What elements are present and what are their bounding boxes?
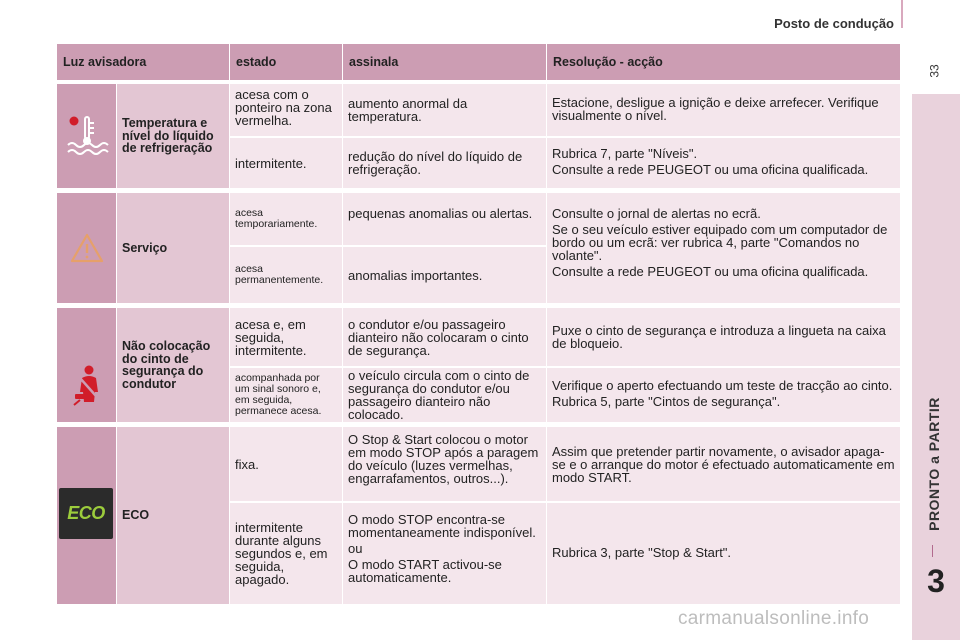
header-divider bbox=[901, 0, 903, 28]
column-header-estado: estado bbox=[230, 44, 342, 80]
resolucao-cell bbox=[547, 308, 900, 366]
resolucao-cell bbox=[547, 368, 900, 422]
assinala-text: O modo START activou-se automaticamente. bbox=[348, 557, 502, 585]
assinala-cell: anomalias importantes. bbox=[343, 247, 546, 303]
page-header-title: Posto de condução bbox=[774, 16, 894, 31]
chapter-divider bbox=[932, 545, 933, 557]
column-header-resolucao: Resolução - acção bbox=[547, 44, 900, 80]
estado-cell: acesa com o ponteiro na zona vermelha. bbox=[230, 84, 342, 136]
estado-cell: intermitente durante alguns segundos e, em seguida, apagado. bbox=[230, 503, 342, 604]
resolucao-text: Estacione, desligue a ignição e deixe arrefecer. Verifique visualmente o nível. bbox=[552, 94, 879, 123]
assinala-cell: redução do nível do líquido de refrigeração. bbox=[343, 138, 546, 188]
resolucao-text: Rubrica 3, parte "Stop & Start". bbox=[552, 544, 732, 560]
warning-light-label: Serviço bbox=[117, 193, 229, 303]
page-number: 33 bbox=[927, 64, 942, 78]
assinala-cell: o condutor e/ou passageiro dianteiro não colocaram o cinto de segurança. bbox=[343, 308, 546, 366]
resolucao-cell bbox=[547, 427, 900, 501]
estado-cell: acompanhada por um sinal sonoro e, em seguida, permanece acesa. bbox=[230, 368, 342, 422]
column-header-luz: Luz avisadora bbox=[57, 44, 229, 80]
assinala-cell: aumento anormal da temperatura. bbox=[343, 84, 546, 136]
estado-cell: acesa temporariamente. bbox=[230, 193, 342, 245]
resolucao-cell bbox=[547, 503, 900, 604]
assinala-cell: o veículo circula com o cinto de segurança do condutor e/ou passageiro dianteiro não colocado. bbox=[343, 368, 546, 422]
resolucao-text: Puxe o cinto de segurança e introduza a lingueta na caixa de bloqueio. bbox=[552, 323, 886, 351]
resolucao-text: Se o seu veículo estiver equipado com um computador de bordo ou um ecrã: ver rubrica 4, parte "Comandos no volante". bbox=[552, 222, 888, 263]
warning-light-label: Temperatura e nível do líquido de refrigeração bbox=[117, 84, 229, 188]
assinala-cell bbox=[343, 503, 546, 604]
table-row-icon-cell bbox=[57, 193, 116, 303]
assinala-text: O modo STOP encontra-se momentaneamente indisponível. bbox=[348, 512, 536, 540]
coolant-temperature-icon bbox=[57, 84, 116, 188]
warning-light-label: ECO bbox=[117, 427, 229, 604]
estado-cell: acesa e, em seguida, intermitente. bbox=[230, 308, 342, 366]
resolucao-text: Rubrica 5, parte "Cintos de segurança". bbox=[552, 394, 781, 409]
watermark-text: carmanualsonline.info bbox=[678, 608, 870, 629]
resolucao-text: Rubrica 7, parte "Níveis". bbox=[552, 146, 698, 161]
seatbelt-icon bbox=[57, 308, 116, 422]
eco-icon-text: ECO bbox=[67, 503, 105, 523]
assinala-cell: O Stop & Start colocou o motor em modo STOP após a paragem do veículo (luzes vermelhas, engarrafamentos, outros...). bbox=[343, 427, 546, 501]
table-row-icon-cell bbox=[57, 308, 116, 422]
assinala-text: ou bbox=[348, 541, 363, 556]
table-row-icon-cell bbox=[57, 84, 116, 188]
resolucao-cell bbox=[547, 84, 900, 136]
resolucao-text: Assim que pretender partir novamente, o avisador apaga-se e o arranque do motor é efectuado automaticamente em modo START. bbox=[552, 444, 895, 485]
eco-icon bbox=[59, 488, 113, 539]
estado-cell: intermitente. bbox=[230, 138, 342, 188]
resolucao-cell bbox=[547, 193, 900, 303]
resolucao-text: Verifique o aperto efectuando um teste de tracção ao cinto. bbox=[552, 378, 893, 393]
warning-triangle-icon bbox=[57, 193, 116, 303]
estado-cell: fixa. bbox=[230, 427, 342, 501]
assinala-cell: pequenas anomalias ou alertas. bbox=[343, 193, 546, 245]
resolucao-text: Consulte a rede PEUGEOT ou uma oficina qualificada. bbox=[552, 162, 869, 177]
resolucao-text: Consulte o jornal de alertas no ecrã. bbox=[552, 206, 761, 221]
column-header-assinala: assinala bbox=[343, 44, 546, 80]
table-row-icon-cell bbox=[57, 427, 116, 604]
warning-light-label: Não colocação do cinto de segurança do condutor bbox=[117, 308, 229, 422]
estado-cell: acesa permanentemente. bbox=[230, 247, 342, 303]
resolucao-cell bbox=[547, 138, 900, 188]
chapter-number: 3 bbox=[927, 563, 945, 599]
resolucao-text: Consulte a rede PEUGEOT ou uma oficina qualificada. bbox=[552, 264, 869, 279]
chapter-title: PRONTO a PARTIR bbox=[926, 397, 942, 531]
